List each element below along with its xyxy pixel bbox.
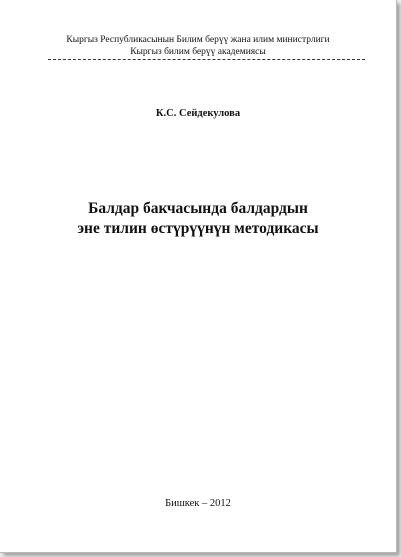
academy-name: Кыргыз билим берүү академиясы xyxy=(130,47,266,57)
place-year: Бишкек – 2012 xyxy=(165,498,231,509)
title-line-1: Балдар бакчасында балдардын xyxy=(88,200,308,217)
author-name: К.С. Сейдекулова xyxy=(155,108,241,119)
header-divider xyxy=(48,59,365,60)
ministry-name: Кыргыз Республикасынын Билим берүү жана илим министрлиги xyxy=(66,35,330,45)
title-line-2: эне тилин өстүрүүнүн методикасы xyxy=(77,220,319,237)
